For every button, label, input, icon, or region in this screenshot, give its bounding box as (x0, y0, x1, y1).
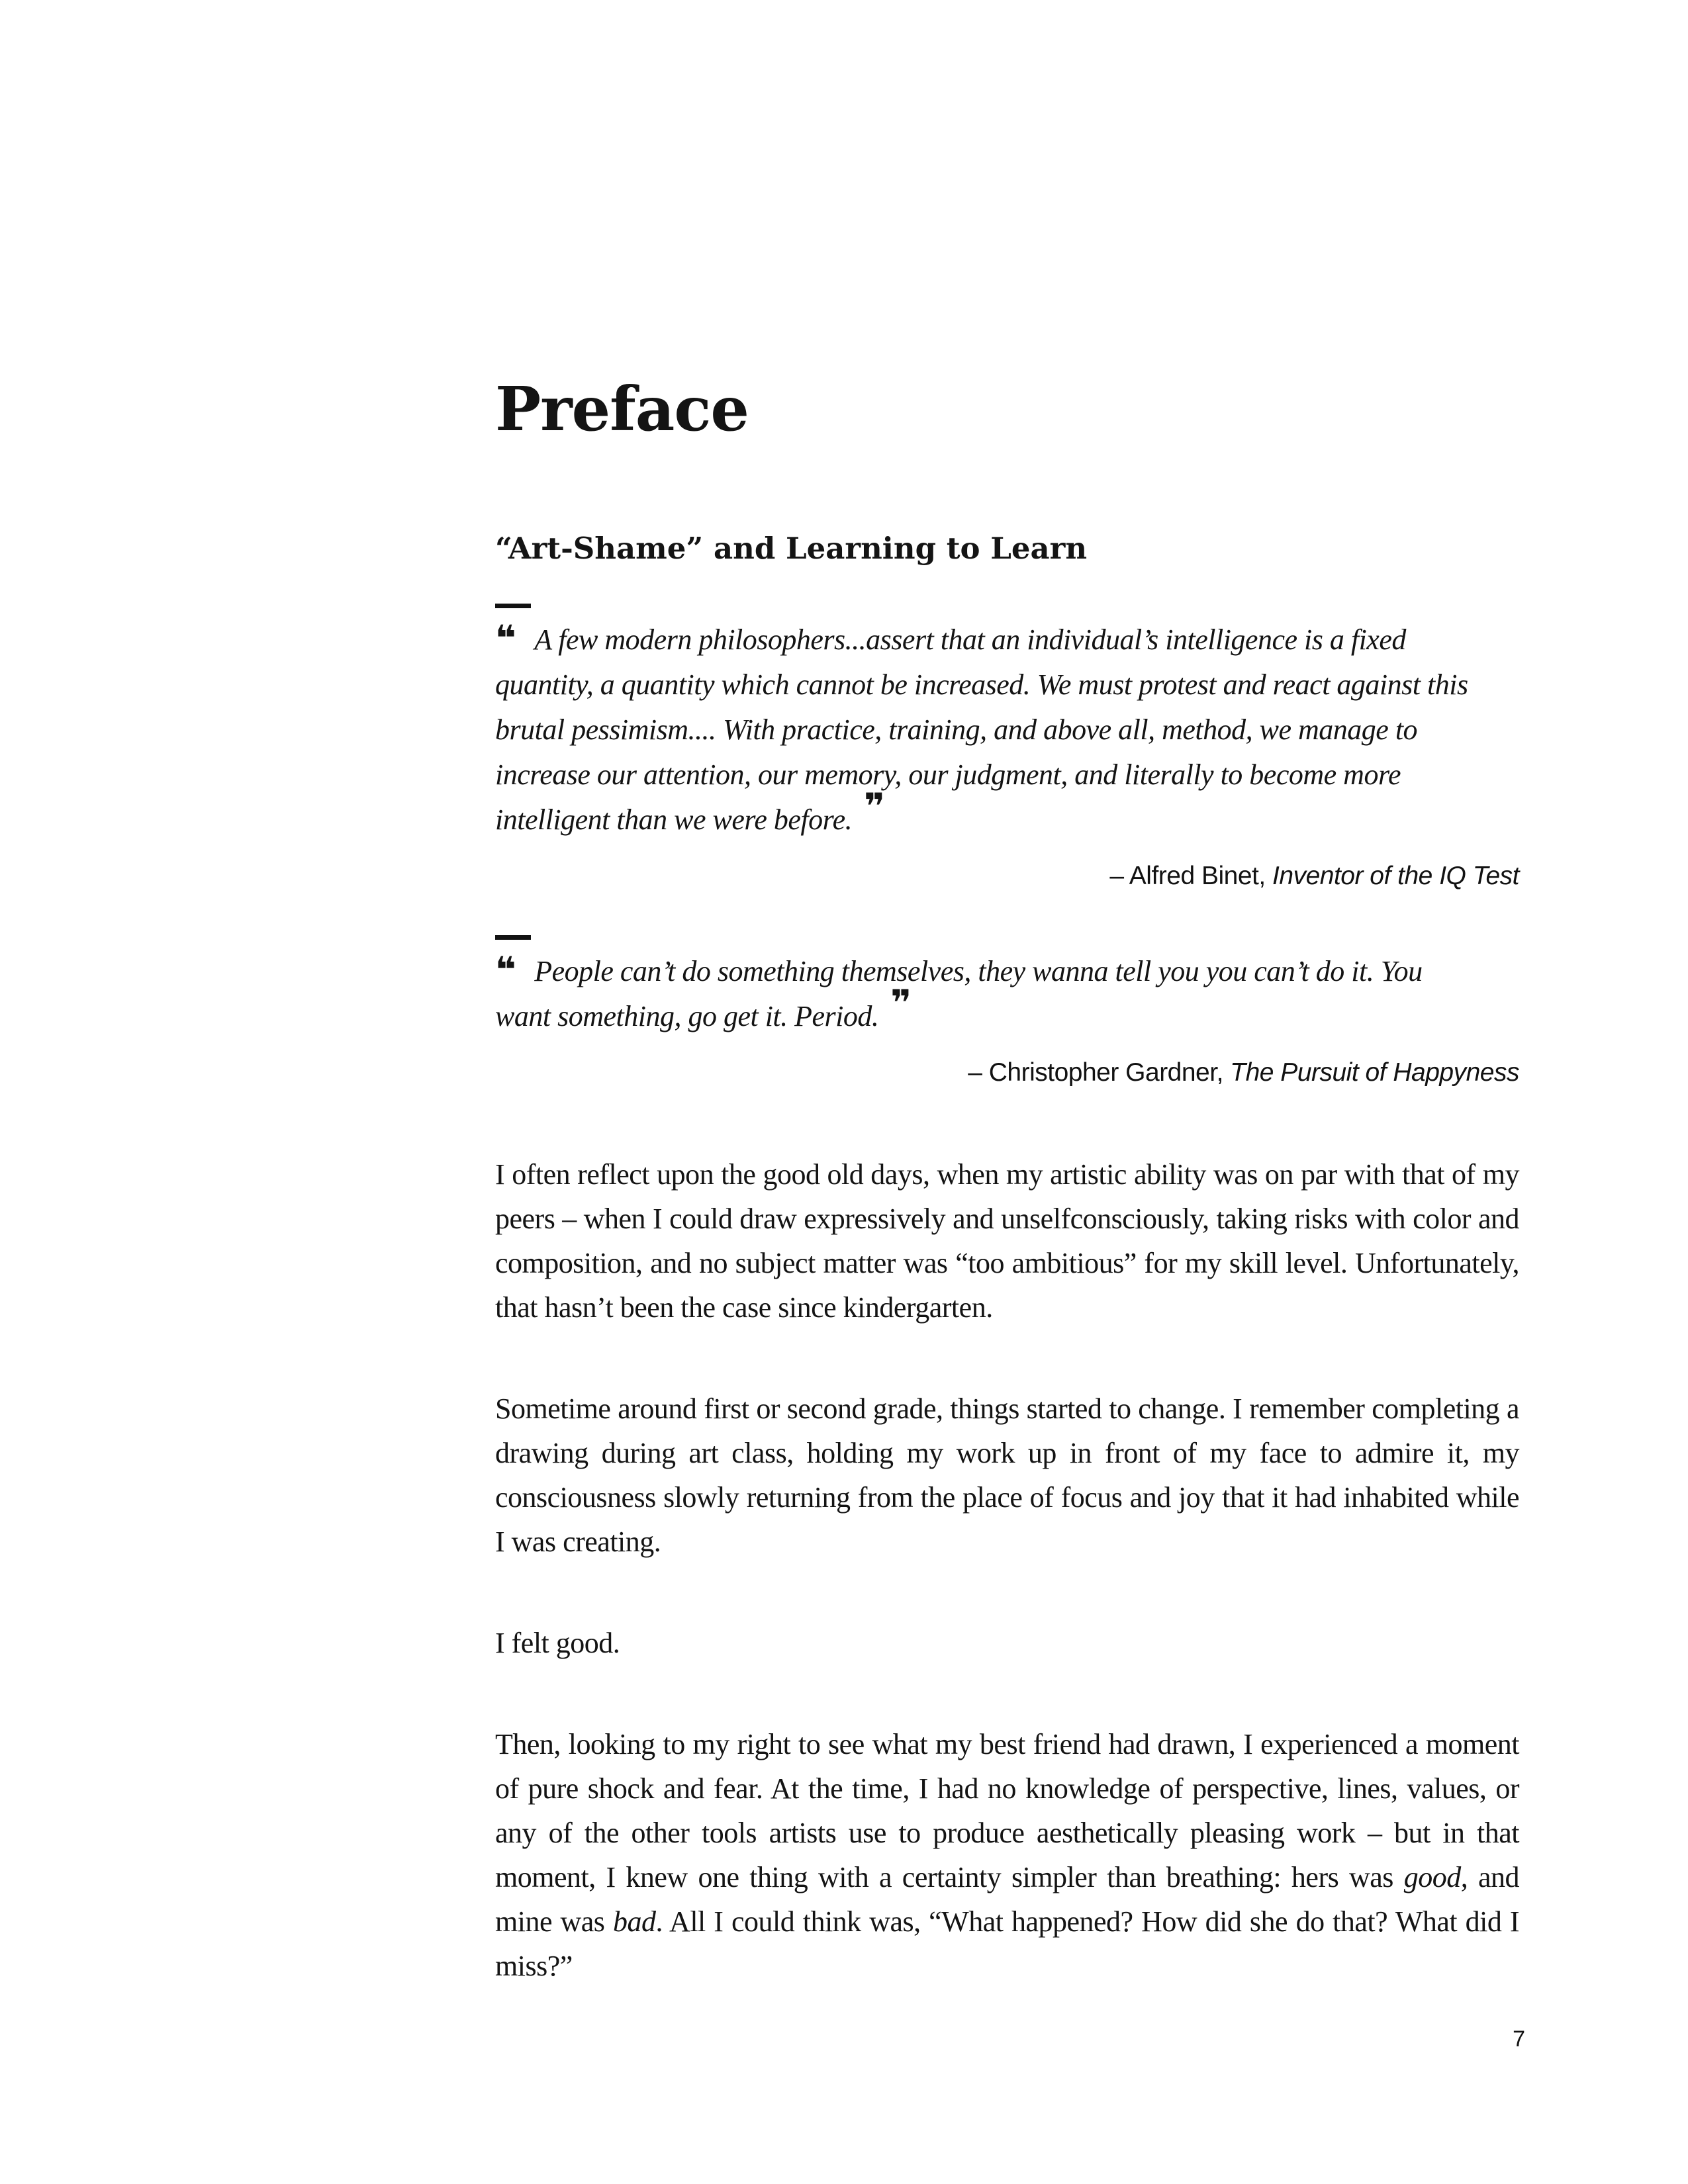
emphasized-word-good: good (1403, 1861, 1461, 1894)
close-quote-icon: ❞ (864, 785, 885, 827)
body-paragraph-3: I felt good. (495, 1627, 620, 1660)
emphasized-word-bad: bad (612, 1905, 656, 1938)
quote-block-gardner (495, 935, 1519, 1089)
quote-text-binet (495, 617, 1481, 842)
open-quote-icon: ❝ (495, 617, 516, 659)
quote-text-gardner (495, 949, 1481, 1039)
quote-attribution-gardner (495, 1058, 1519, 1089)
paragraph-segment: Then, looking to my right to see what my best friend had drawn, I experienced a moment of pure shock and fear. At the time, I had no knowledge of perspective, lines, values, or any of the other tools artists use to produce aesthetically pleasing work – but in that moment, I knew one thing with a certainty simpler than breathing: hers was (495, 1728, 1519, 1894)
attribution-work: Inventor of the IQ Test (1272, 861, 1519, 890)
quote-body: People can’t do something themselves, they wanna tell you you can’t do it. You want something, go get it. Period. (495, 955, 1423, 1033)
paragraph-segment: . All I could think was, “What happened? How did she do that? What did I miss?” (495, 1905, 1520, 1983)
open-quote-icon: ❝ (495, 949, 516, 991)
paragraph-segment: , and mine was (495, 1861, 1520, 1938)
quote-divider-dash (495, 604, 531, 608)
attribution-name: – Alfred Binet, (1109, 861, 1273, 890)
page-title: Preface (495, 373, 749, 445)
body-paragraph-2: Sometime around first or second grade, things started to change. I remember completing a drawing during art class, holding my work up in front of my face to admire it, my consciousness slowly returning from the place of focus and joy that it had inhabited while I was creating. (495, 1392, 1519, 1559)
page-number: 7 (1513, 2026, 1525, 2052)
body-paragraph-4 (495, 1722, 1519, 1988)
quote-divider-dash (495, 935, 531, 940)
attribution-name: – Christopher Gardner, (968, 1058, 1231, 1087)
body-paragraph-1: I often reflect upon the good old days, when my artistic ability was on par with that of my peers – when I could draw expressively and unselfconsciously, taking risks with color and composition, and no subject matter was “too ambitious” for my skill level. Unfortunately, that hasn’t been the case since kindergarten. (495, 1158, 1519, 1324)
attribution-work: The Pursuit of Happyness (1230, 1058, 1519, 1087)
close-quote-icon: ❞ (890, 982, 912, 1024)
section-heading: “Art-Shame” and Learning to Learn (495, 531, 1088, 566)
quote-body: A few modern philosophers...assert that an individual’s intelligence is a fixed quantity, a quantity which cannot be increased. We must protest and react against this brutal pessimism.... With practice, training, and above all, method, we manage to increase our attention, our memory, our judgment, and literally to become more intelligent than we were before. (495, 623, 1468, 836)
quote-attribution-binet (495, 861, 1519, 892)
quote-block-binet (495, 604, 1519, 892)
